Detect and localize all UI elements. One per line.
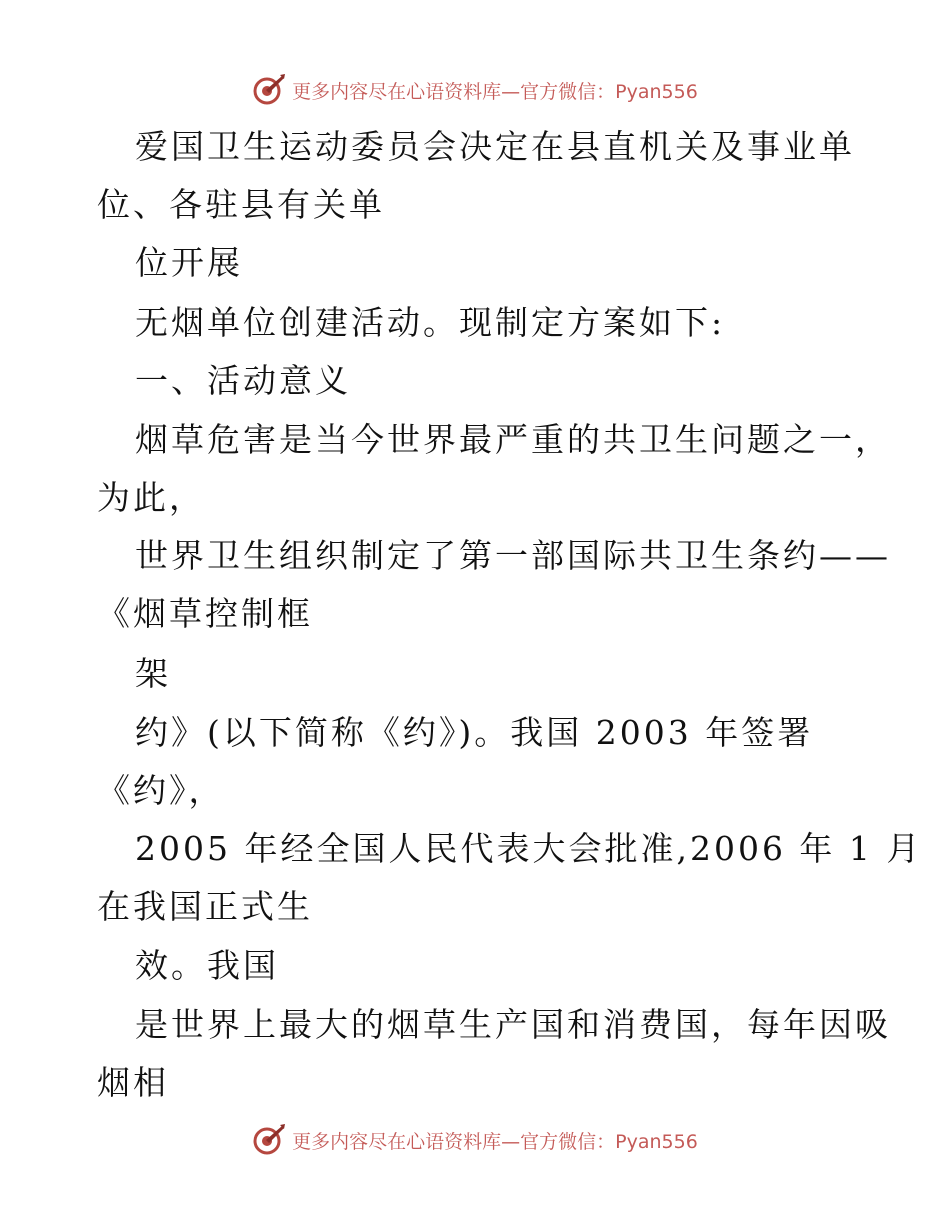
text-line: 烟草危害是当今世界最严重的共卫生问题之一， [135, 420, 891, 459]
text-line: 《约》， [97, 771, 225, 810]
header-banner [0, 70, 950, 110]
text-line: 位、各驻县有关单 [97, 185, 385, 224]
footer-banner [0, 1120, 950, 1160]
text-line: 世界卫生组织制定了第一部国际共卫生条约—— [135, 536, 891, 575]
header-banner-content [252, 73, 698, 107]
text-line: 架 [135, 654, 171, 693]
text-line: 2005 年经全国人民代表大会批准,2006 年 1 月 [135, 829, 923, 868]
section-heading: 一、活动意义 [135, 361, 351, 400]
text-line: 爱国卫生运动委员会决定在县直机关及事业单 [135, 127, 855, 166]
text-line: 《烟草控制框 [97, 594, 313, 633]
text-line: 位开展 [135, 243, 243, 282]
text-line: 无烟单位创建活动。现制定方案如下: [135, 303, 726, 342]
text-line: 烟相 [97, 1063, 169, 1102]
footer-banner-text: 更多内容尽在心语资料库—官方微信：Pyan556 [292, 1130, 698, 1153]
text-line: 效。我国 [135, 946, 279, 985]
brand-logo-icon [252, 1123, 286, 1157]
text-line: 为此， [97, 478, 205, 517]
brand-logo-icon [252, 73, 286, 107]
header-banner-text: 更多内容尽在心语资料库—官方微信：Pyan556 [292, 80, 698, 103]
footer-banner-content [252, 1123, 698, 1157]
text-line: 在我国正式生 [97, 887, 313, 926]
text-line: 是世界上最大的烟草生产国和消费国，每年因吸 [135, 1005, 891, 1044]
text-line: 约》(以下简称《约》)。我国 2003 年签署 [135, 713, 814, 752]
